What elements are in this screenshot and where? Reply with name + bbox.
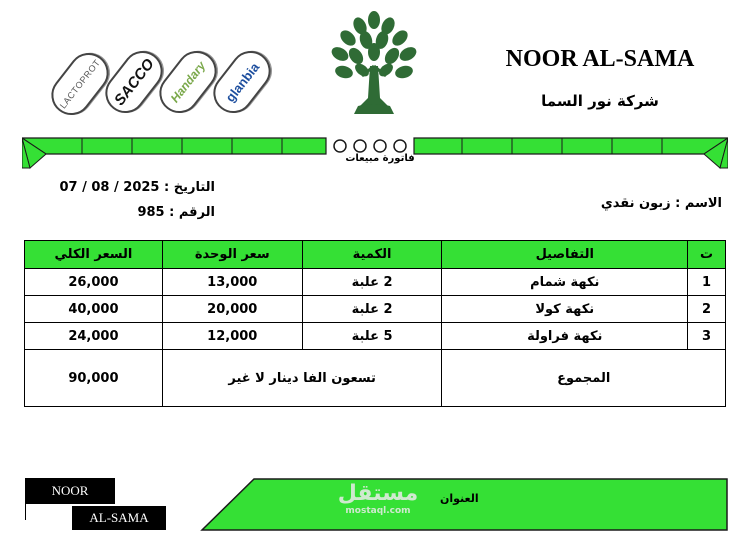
company-name-ar: شركة نور السما [541, 92, 659, 110]
watermark-url: mostaql.com [345, 506, 411, 516]
invoice-title: فاتورة مبيعات [345, 153, 415, 164]
handary-logo: Handary [151, 43, 224, 121]
address-label: العنوان [440, 492, 479, 505]
total-value: 90,000 [25, 350, 163, 407]
cell-index: 3 [688, 323, 726, 350]
watermark-text: مستقل [337, 481, 419, 506]
table-header-row [25, 241, 726, 269]
cell-unit-price: 12,000 [162, 323, 302, 350]
invoice-date: التاريخ : 2025 / 08 / 07 [59, 180, 215, 195]
tree-logo-icon [318, 6, 430, 118]
cell-index: 2 [688, 296, 726, 323]
footer-brand-line2: AL-SAMA [72, 506, 166, 530]
table-row [25, 323, 726, 350]
total-label: المجموع [442, 350, 726, 407]
cell-quantity: 2 علبة [302, 296, 442, 323]
lactoprot-logo: LACTOPROT [43, 45, 116, 123]
cell-details: نكهة كولا [442, 296, 688, 323]
col-header-quantity: الكمية [302, 241, 442, 269]
table-row [25, 296, 726, 323]
footer-brand-line1: NOOR [25, 478, 115, 504]
total-row [25, 350, 726, 407]
cell-unit-price: 20,000 [162, 296, 302, 323]
col-header-index: ت [688, 241, 726, 269]
cell-total-price: 40,000 [25, 296, 163, 323]
address-band [200, 478, 728, 534]
cell-total-price: 24,000 [25, 323, 163, 350]
customer-name: الاسم : زبون نقدي [600, 196, 722, 211]
cell-details: نكهة شمام [442, 269, 688, 296]
company-name-en: NOOR AL-SAMA [505, 46, 695, 72]
cell-quantity: 2 علبة [302, 269, 442, 296]
invoice-table [24, 240, 726, 407]
cell-quantity: 5 علبة [302, 323, 442, 350]
total-in-words: تسعون الفا دينار لا غير [162, 350, 442, 407]
cell-unit-price: 13,000 [162, 269, 302, 296]
col-header-total-price: السعر الكلي [25, 241, 163, 269]
col-header-unit-price: سعر الوحدة [162, 241, 302, 269]
cell-details: نكهة فراولة [442, 323, 688, 350]
invoice-number: الرقم : 985 [137, 205, 215, 220]
col-header-details: التفاصيل [442, 241, 688, 269]
cell-total-price: 26,000 [25, 269, 163, 296]
glanbia-logo: glanbia [205, 43, 278, 121]
table-row [25, 269, 726, 296]
mostaql-watermark [330, 482, 426, 518]
sacco-logo: SACCO [97, 43, 170, 121]
cell-index: 1 [688, 269, 726, 296]
